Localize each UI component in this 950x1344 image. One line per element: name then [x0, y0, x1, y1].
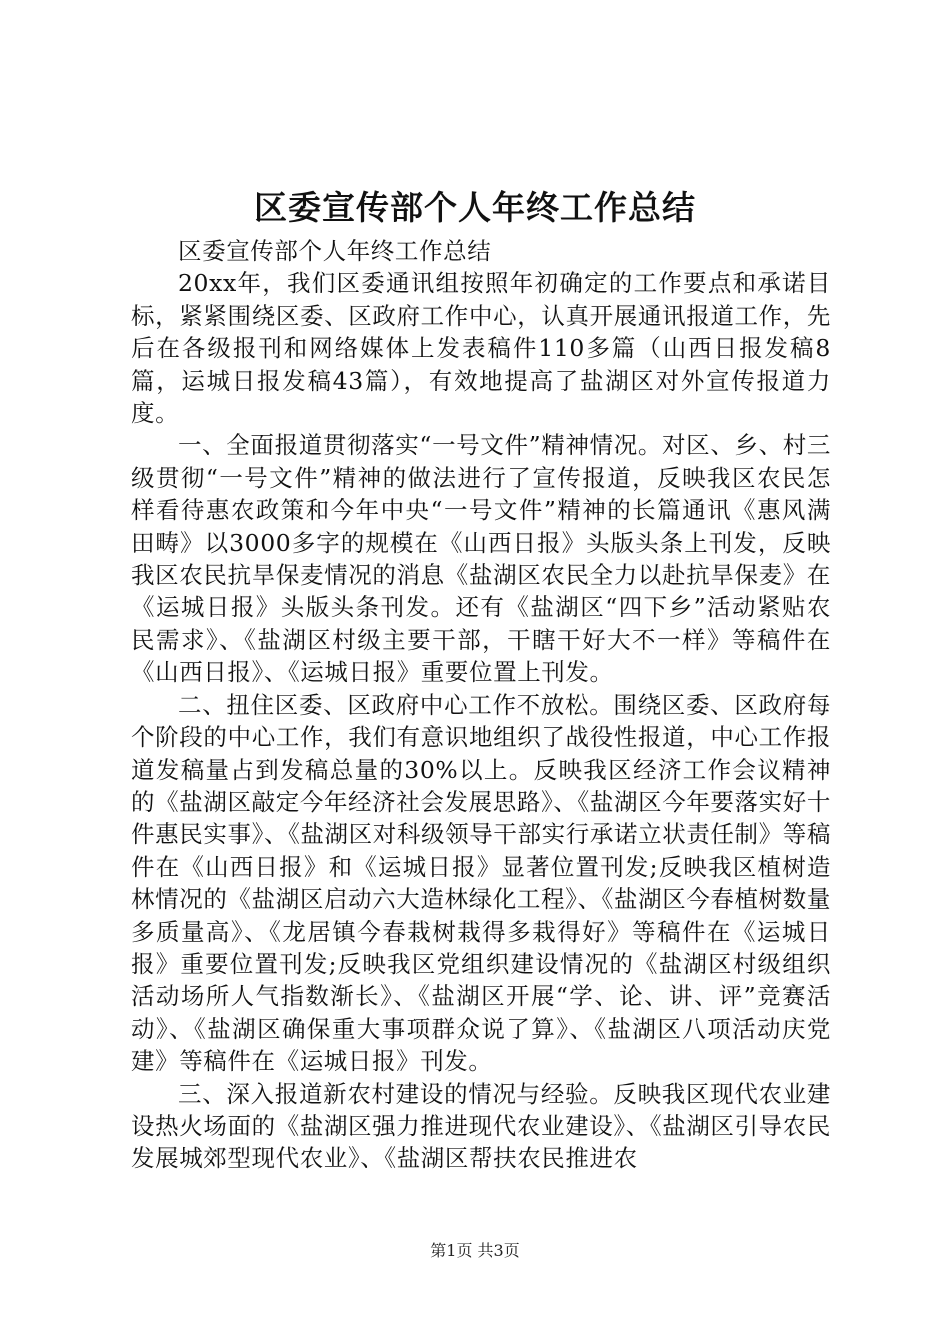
paragraph-section-2: 二、扭住区委、区政府中心工作不放松。围绕区委、区政府每个阶段的中心工作，我们有意识地组织了战役性报道，中心工作报道发稿量占到发稿总量的30%以上。反映我区经济工作会议精神的《盐湖区敲定今年经济社会发展思路》、《盐湖区今年要落实好十件惠民实事》、《盐湖区对科级领导干部实行承诺立状责任制》等稿件在《山西日报》和《运城日报》显著位置刊发;反映我区植树造林情况的《盐湖区启动六大造林绿化工程》、《盐湖区今春植树数量多质量高》、《龙居镇今春栽树栽得多栽得好》等稿件在《运城日报》重要位置刊发;反映我区党组织建设情况的《盐湖区村级组织活动场所人气指数渐长》、《盐湖区开展“学、论、讲、评”竞赛活动》、《盐湖区确保重大事项群众说了算》、《盐湖区八项活动庆党建》等稿件在《运城日报》刊发。 — [131, 690, 831, 1076]
paragraph-section-1: 一、全面报道贯彻落实“一号文件”精神情况。对区、乡、村三级贯彻“一号文件”精神的做法进行了宣传报道，反映我区农民怎样看待惠农政策和今年中央“一号文件”精神的长篇通讯《惠风满田畴》以3000多字的规模在《山西日报》头版头条上刊发，反映我区农民抗旱保麦情况的消息《盐湖区农民全力以赴抗旱保麦》在《运城日报》头版头条刊发。还有《盐湖区“四下乡”活动紧贴农民需求》、《盐湖区村级主要干部，干瞎干好大不一样》等稿件在《山西日报》、《运城日报》重要位置上刊发。 — [131, 431, 831, 687]
document-body — [131, 235, 831, 1175]
page-footer — [0, 1240, 950, 1262]
paragraph-intro: 20xx年，我们区委通讯组按照年初确定的工作要点和承诺目标，紧紧围绕区委、区政府工作中心，认真开展通讯报道工作，先后在各级报刊和网络媒体上发表稿件110多篇（山西日报发稿8篇，运城日报发稿43篇），有效地提高了盐湖区对外宣传报道力度。 — [131, 269, 831, 428]
paragraph-section-3: 三、深入报道新农村建设的情况与经验。反映我区现代农业建设热火场面的《盐湖区强力推进现代农业建设》、《盐湖区引导农民发展城郊型现代农业》、《盐湖区帮扶农民推进农 — [131, 1079, 831, 1173]
document-title: 区委宣传部个人年终工作总结 — [254, 188, 696, 227]
paragraph-subtitle: 区委宣传部个人年终工作总结 — [178, 237, 492, 265]
page-indicator: 第1页 共3页 — [430, 1241, 520, 1260]
